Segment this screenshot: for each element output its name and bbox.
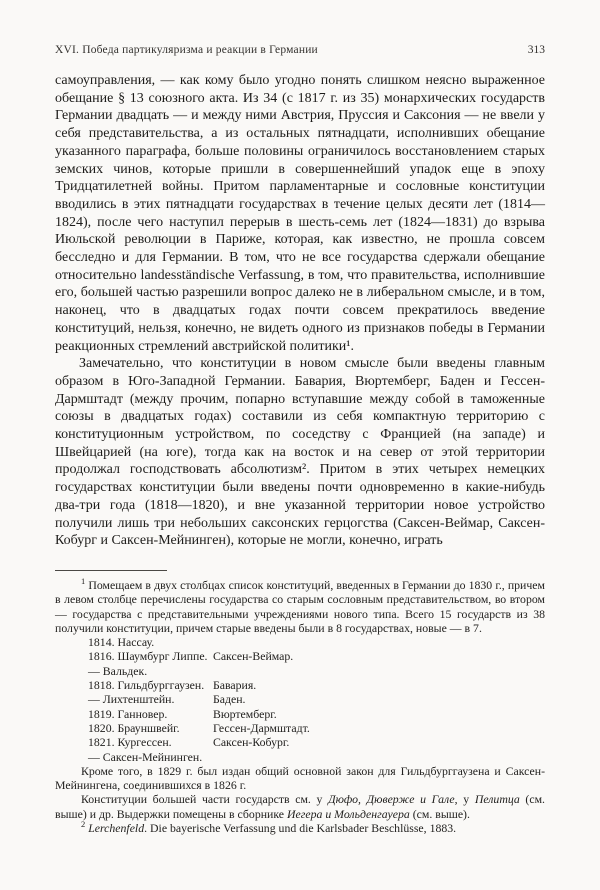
table-cell-old-estates: — Лихтенштейн.	[88, 692, 175, 707]
table-row	[88, 735, 545, 749]
footnote-1-sources: Конституции большей части государств см. у Дюфо, Дюверже и Гале, у Пелитца (см. выше) и др. Выдержки помещены в сборнике Иегера и Мольденгауера (см. выше).	[55, 792, 546, 821]
table-row	[88, 649, 545, 663]
constitutions-table	[88, 635, 545, 764]
table-row	[88, 692, 545, 706]
table-cell-new-constitution: Баден.	[212, 692, 246, 707]
table-cell-old-estates: 1816. Шаумбург Липпе.	[88, 649, 208, 664]
footnote-1-addendum: Кроме того, в 1829 г. был издан общий основной закон для Гильдбурггаузена и Саксен-Мейнингена, соединившихся в 1826 г.	[55, 763, 545, 793]
table-cell-new-constitution: Саксен-Кобург.	[212, 735, 290, 750]
table-row	[88, 635, 545, 649]
body-paragraph-2: Замечательно, что конституции в новом смысле были введены главным образом в Юго-Западной Германии. Бавария, Вюртемберг, Баден и Гессен-Дармштадт (между прочим, попарно вступавшие между собой в таможенные союзы в двадцатых годах) составили из себя компактную территорию с конституционным устройством, по соседству с Францией (на западе) и Швейцарией (на юге), тогда как на восток и на север от этой территории продолжал господствовать абсолютизм². Притом в этих четырех немецких государствах конституции были введены почти одновременно в какие-нибудь два-три года (1818—1820), и вне указанной территории новое устройство получили лишь три небольших саксонских герцогства (Саксен-Веймар, Саксен-Кобург и Саксен-Мейнинген), которые не могли, конечно, играть	[55, 356, 545, 549]
table-row	[88, 678, 545, 692]
page-body	[55, 72, 545, 550]
page-number: 313	[527, 44, 545, 56]
body-paragraph-1: самоуправления, — как кому было угодно понять слишком неясно выраженное обещание § 13 союзного акта. Из 34 (с 1817 г. из 35) монархических государств Германии двадцать — и между ними Австрия, Пруссия и Саксония — не ввели у себя представительства, а из остальных пятнадцати, исполнивших обещание указанного параграфа, больше половины ограничилось восстановлением старых земских чинов, которые пришли в совершеннейший упадок еще в эпоху Тридцатилетней войны. Притом парламентарные и сословные конституции вводились в этих пятнадцати государствах в течение целых десяти лет (1814—1824), после чего наступил перерыв в шесть-семь лет (1824—1831) до взрыва Июльской революции в Париже, которая, как известно, не прошла совсем бесследно и для Германии. В том, что не все государства сдержали обещание относительно landesständische Verfassung, в том, что правительства, исполнившие его, большей частью разрешили вопрос далеко не в либеральном смысле, и в том, наконец, что в двадцатых годах почти совсем прекратилось введение конституций, нельзя, конечно, не видеть одного из признаков победы в Германии реакционных стремлений австрийской политики¹.	[55, 73, 545, 354]
table-cell-old-estates: 1814. Нассау.	[88, 635, 155, 650]
table-row	[88, 707, 545, 721]
footnote-separator	[55, 570, 167, 571]
footnote-2: $^2$ Lerchenfeld. Die bayerische Verfassung und die Karlsbader Beschlüsse, 1883.	[81, 819, 457, 836]
table-row	[88, 721, 545, 735]
table-cell-new-constitution: Гессен-Дармштадт.	[212, 720, 310, 735]
table-cell-old-estates: 1819. Ганновер.	[88, 706, 168, 721]
running-head	[55, 44, 545, 56]
table-cell-new-constitution: Саксен-Веймар.	[212, 649, 294, 664]
footnotes-section	[55, 570, 545, 835]
chapter-running-title: XVI. Победа партикуляризма и реакции в Германии	[55, 44, 318, 56]
table-cell-old-estates: — Саксен-Мейнинген.	[88, 749, 203, 764]
table-cell-old-estates: 1820. Брауншвейг.	[88, 720, 180, 735]
table-cell-new-constitution: Вюртемберг.	[212, 706, 277, 721]
table-row	[88, 664, 545, 678]
footnote-1-intro: $^1$ Помещаем в двух столбцах список конституций, введенных в Германии до 1830 г., причем в левом столбце перечислены государства со старым сословным представительством, во втором — государства с представительными учреждениями нового типа. Всего 15 государств из 38 получили конституции, причем старые введены были в 8 государствах, новые — в 7.	[55, 576, 545, 635]
table-cell-old-estates: 1821. Кургессен.	[88, 735, 172, 750]
table-cell-new-constitution: Бавария.	[212, 678, 257, 693]
table-row	[88, 750, 545, 764]
table-cell-old-estates: — Вальдек.	[88, 663, 148, 678]
table-cell-old-estates: 1818. Гильдбурггаузен.	[88, 678, 205, 693]
